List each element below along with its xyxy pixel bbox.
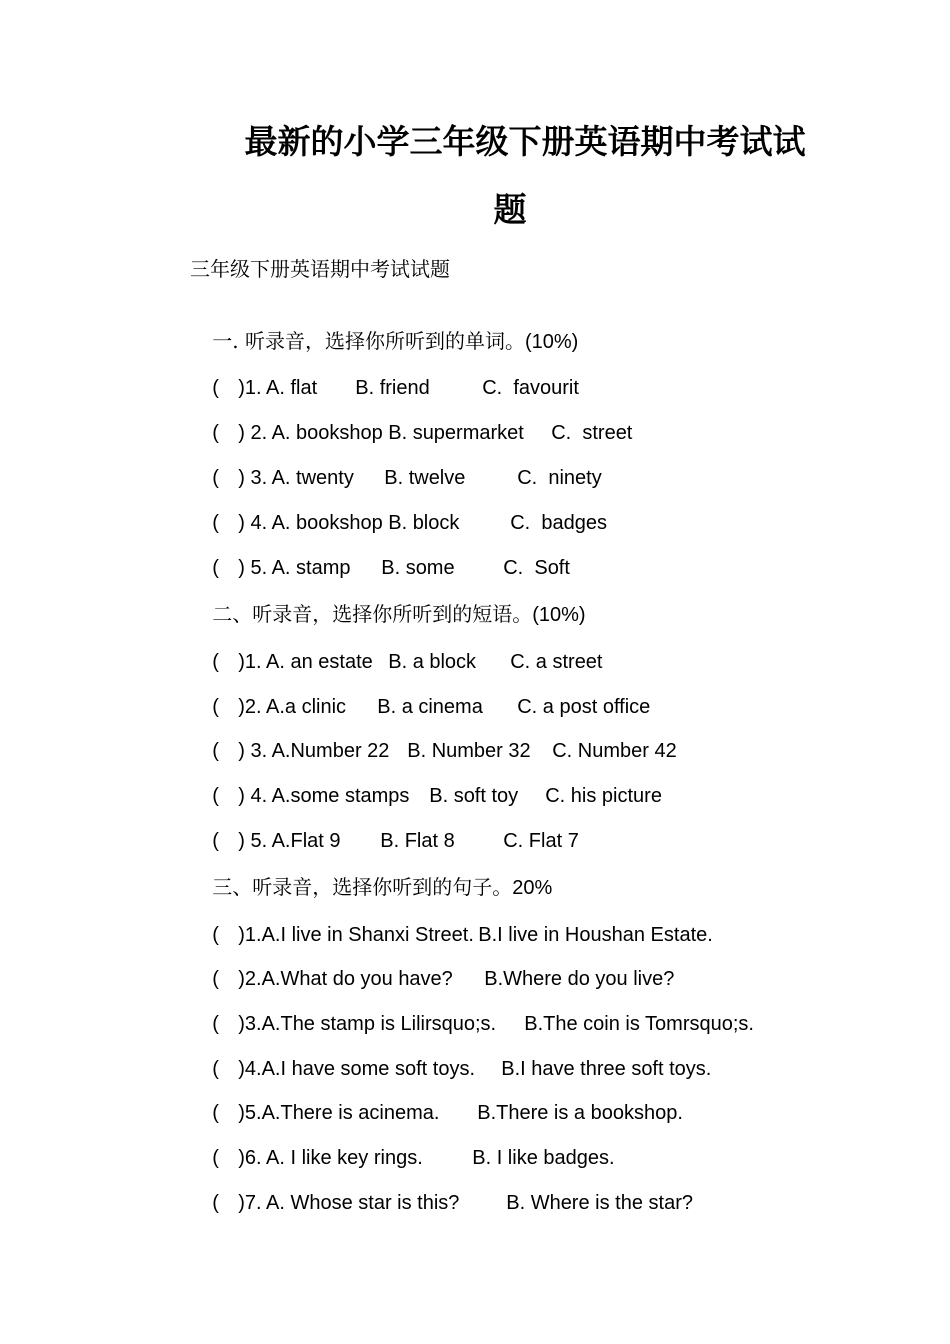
option-a: ) 2. A. bookshop [238, 422, 383, 444]
option-c: C. badges [510, 512, 607, 534]
option-c: C. ninety [517, 467, 602, 489]
option-c: C. Soft [503, 557, 570, 579]
option-b: B. I like badges. [472, 1147, 615, 1169]
option-b: B. a block [388, 651, 477, 673]
section-1-heading-text: 一. 听录音，选择你所听到的单词。 [212, 329, 525, 353]
answer-paren: ( [212, 1058, 219, 1080]
option-a: )4.A.I have some soft toys. [238, 1058, 476, 1080]
option-a: ) 5. A.Flat 9 [238, 830, 341, 852]
option-b: B.I have three soft toys. [501, 1058, 712, 1080]
option-b: B. Flat 8 [380, 830, 455, 852]
option-b: B.Where do you live? [484, 968, 675, 990]
answer-paren: ( [212, 696, 219, 718]
option-a: )1. A. an estate [238, 651, 373, 673]
section-1-heading-percent: (10%) [524, 331, 579, 353]
option-b: B. a cinema [377, 696, 483, 718]
answer-paren: ( [212, 1102, 219, 1124]
option-a: ) 5. A. stamp [238, 557, 351, 579]
answer-paren: ( [212, 557, 219, 579]
answer-paren: ( [212, 830, 219, 852]
option-a: )1.A.I live in Shanxi Street. [238, 924, 474, 946]
option-b: B.There is a bookshop. [477, 1102, 683, 1124]
option-a: )2.A.What do you have? [238, 968, 453, 990]
option-a: )2. A.a clinic [238, 696, 347, 718]
subtitle: 三年级下册英语期中考试试题 [190, 257, 450, 281]
answer-paren: ( [212, 422, 219, 444]
option-c: C. his picture [545, 785, 662, 807]
answer-paren: ( [212, 1013, 219, 1035]
option-b: B.I live in Houshan Estate. [478, 924, 713, 946]
option-a: )7. A. Whose star is this? [238, 1192, 460, 1214]
option-c: C. favourit [482, 377, 579, 399]
option-a: )5.A.There is acinema. [238, 1102, 440, 1124]
option-c: C. street [551, 422, 633, 444]
option-b: B.The coin is Tomrsquo;s. [524, 1013, 754, 1035]
section-3-heading-percent: 20% [512, 877, 553, 899]
answer-paren: ( [212, 1192, 219, 1214]
option-a: )3.A.The stamp is Lilirsquo;s. [238, 1013, 497, 1035]
answer-paren: ( [212, 968, 219, 990]
question-row [190, 1164, 693, 1242]
option-b: B. Number 32 [407, 740, 531, 762]
answer-paren: ( [212, 924, 219, 946]
option-a: ) 4. A. bookshop [238, 512, 383, 534]
page-title-line-2: 题 [493, 190, 527, 229]
option-b: B. supermarket [388, 422, 524, 444]
option-c: C. a street [510, 651, 603, 673]
option-a: ) 4. A.some stamps [238, 785, 410, 807]
option-a: ) 3. A. twenty [238, 467, 354, 489]
answer-paren: ( [212, 512, 219, 534]
answer-paren: ( [212, 467, 219, 489]
section-2-heading-percent: (10%) [532, 604, 586, 626]
section-3-heading-text: 三、听录音，选择你听到的句子。 [212, 875, 513, 899]
option-b: B. block [388, 512, 460, 534]
answer-paren: ( [212, 1147, 219, 1169]
option-a: )1. A. flat [238, 377, 318, 399]
option-b: B. some [381, 557, 455, 579]
answer-paren: ( [212, 740, 219, 762]
option-b: B. twelve [384, 467, 466, 489]
answer-paren: ( [212, 651, 219, 673]
option-b: B. friend [355, 377, 430, 399]
option-b: B. soft toy [429, 785, 519, 807]
answer-paren: ( [212, 377, 219, 399]
option-c: C. Flat 7 [503, 830, 579, 852]
option-a: )6. A. I like key rings. [238, 1147, 423, 1169]
answer-paren: ( [212, 785, 219, 807]
option-c: C. Number 42 [552, 740, 677, 762]
option-c: C. a post office [517, 696, 651, 718]
page-title-line-1: 最新的小学三年级下册英语期中考试试 [244, 122, 806, 161]
section-2-heading-text: 二、听录音，选择你所听到的短语。 [212, 602, 533, 626]
option-b: B. Where is the star? [506, 1192, 693, 1214]
option-a: ) 3. A.Number 22 [238, 740, 390, 762]
